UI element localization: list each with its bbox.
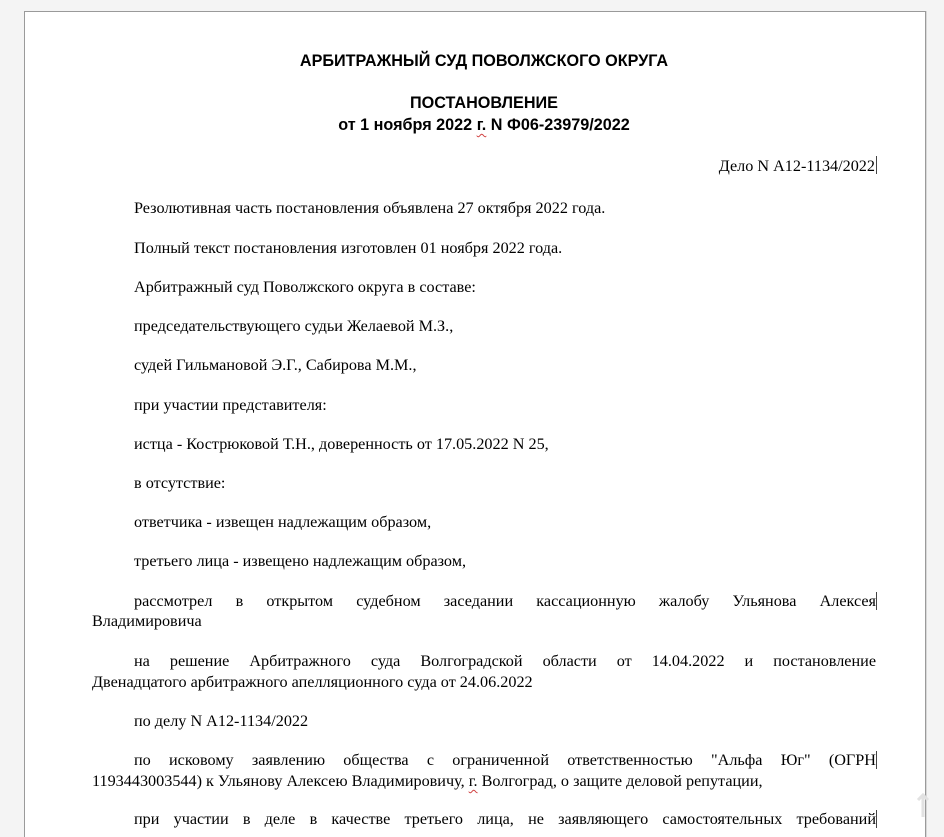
paragraph-judges: судей Гильмановой Э.Г., Сабирова М.М., [134, 356, 417, 374]
text-cursor-mark [876, 592, 877, 610]
document-date-heading [0, 116, 944, 135]
court-name-heading: АРБИТРАЖНЫЙ СУД ПОВОЛЖСКОГО ОКРУГА [299, 52, 669, 70]
paragraph-defendant: ответчика - извещен надлежащим образом, [134, 513, 432, 531]
claim-text-a: 1193443003544) к Ульянову Алексею Владимировичу, [92, 772, 469, 790]
paragraph-cassation-line2: Владимировича [92, 612, 202, 630]
paragraph-cassation-line1: рассмотрел в открытом судебном заседании кассационную жалобу Ульянова Алексея [134, 592, 876, 610]
paragraph-representative: при участии представителя: [134, 396, 327, 414]
paragraph-presiding-judge: председательствующего судьи Желаевой М.З., [134, 317, 454, 335]
document-type-heading: ПОСТАНОВЛЕНИЕ [410, 94, 558, 112]
spellcheck-word: г. [468, 772, 478, 790]
paragraph-case-ref: по делу N А12-1134/2022 [134, 712, 309, 730]
paragraph-decision-line2: Двенадцатого арбитражного апелляционного суда от 24.06.2022 [92, 673, 533, 691]
spellcheck-word: г. [476, 116, 487, 134]
date-suffix: N Ф06-23979/2022 [486, 116, 630, 134]
paragraph-claim-line1: по исковому заявлению общества с ограниченной ответственностью "Альфа Юг" (ОГРН [134, 751, 876, 769]
paragraph-absence: в отсутствие: [134, 474, 226, 492]
paragraph-court-composition: Арбитражный суд Поволжского округа в составе: [134, 278, 476, 296]
date-prefix: от 1 ноября 2022 [338, 116, 477, 134]
paragraph-claim-line2 [92, 772, 763, 791]
case-number: Дело N А12-1134/2022 [718, 157, 875, 175]
text-cursor-mark [876, 751, 877, 769]
paragraph-third-party: третьего лица - извещено надлежащим образом, [134, 552, 467, 570]
claim-text-b: Волгоград, о защите деловой репутации, [477, 772, 763, 790]
paragraph-resolution-date: Резолютивная часть постановления объявлена 27 октября 2022 года. [134, 199, 606, 217]
paragraph-full-text-date: Полный текст постановления изготовлен 01 ноября 2022 года. [134, 239, 563, 257]
faded-mark-icon [914, 793, 932, 819]
paragraph-decision-line1: на решение Арбитражного суда Волгоградской области от 14.04.2022 и постановление [134, 652, 876, 670]
paragraph-participation-line1: при участии в деле в качестве третьего лица, не заявляющего самостоятельных требований [134, 810, 876, 828]
text-cursor-mark [876, 810, 877, 828]
text-cursor-mark [876, 156, 877, 174]
paragraph-plaintiff: истца - Кострюковой Т.Н., доверенность от 17.05.2022 N 25, [134, 435, 549, 453]
